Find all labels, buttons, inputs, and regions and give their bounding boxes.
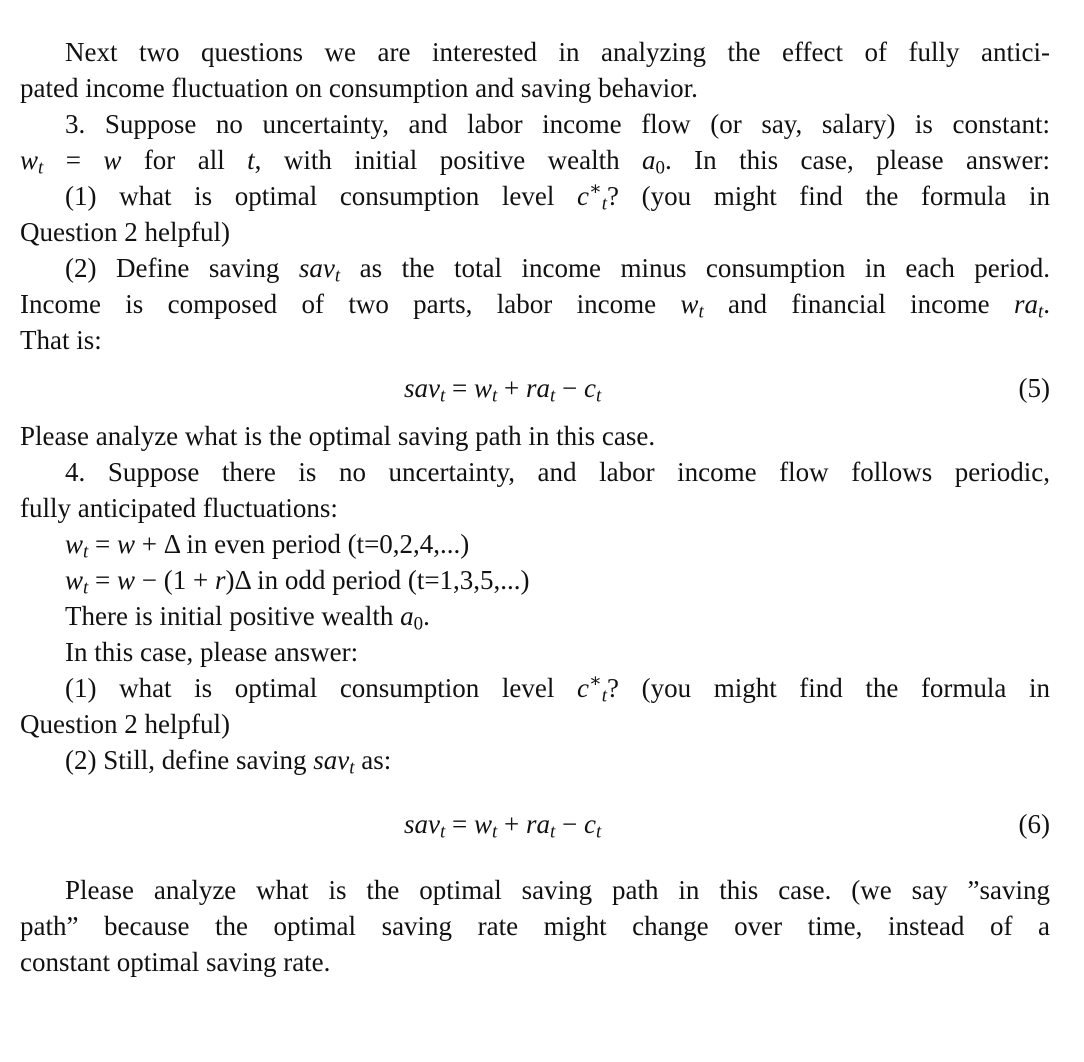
q3-part-1-cont: Question 2 helpful) xyxy=(20,217,230,247)
intro-line-2: pated income fluctuation on consumption and saving behavior. xyxy=(20,73,698,103)
q4-closing-3: constant optimal saving rate. xyxy=(20,947,331,977)
q3-line-2: $w_t = w$ for all t, with initial positive wealth $a_0$. In this case, please answer: xyxy=(20,145,1051,179)
q4-line-2: fully anticipated fluctuations: xyxy=(20,493,338,523)
q3-part-2-cont: Income is composed of two parts, labor income $w_t$ and financial income $ra_t$. xyxy=(20,289,1051,323)
q4-closing-2: path” because the optimal saving rate might change over time, instead of a xyxy=(20,911,1050,941)
q3-part-2: (2) Define saving sav$_t$ as the total income minus consumption in each period. xyxy=(65,253,1051,287)
q3-part-1: (1) what is optimal consumption level $c^∗_t$? (you might find the formula in xyxy=(65,178,1050,215)
equation-5-body: $sav_t = w_t + ra_t - c_t$ xyxy=(404,373,602,407)
q4-part-1: (1) what is optimal consumption level $c^∗_t$? (you might find the formula in xyxy=(65,670,1050,707)
equation-6-number: (6) xyxy=(1018,809,1050,839)
equation-5-number: (5) xyxy=(1018,373,1050,403)
q4-in-this-case: In this case, please answer: xyxy=(65,637,359,667)
document-body xyxy=(20,34,1050,980)
q3-after-equation: Please analyze what is the optimal saving path in this case. xyxy=(20,421,656,451)
q4-line-1: 4. Suppose there is no uncertainty, and labor income flow follows periodic, xyxy=(65,457,1050,487)
q4-even-period: $w_t = w + \Delta$ in even period (t=0,2,4,...) xyxy=(65,529,470,563)
q4-initial-wealth: There is initial positive wealth $a_0$. xyxy=(65,601,430,635)
q4-closing-1: Please analyze what is the optimal saving path in this case. (we say ”saving xyxy=(65,875,1050,905)
q4-part-2: (2) Still, define saving sav$_t$ as: xyxy=(65,745,392,779)
q3-that-is: That is: xyxy=(20,325,102,355)
equation-5 xyxy=(20,370,1050,406)
q3-line-1: 3. Suppose no uncertainty, and labor income flow (or say, salary) is constant: xyxy=(65,109,1050,139)
q4-part-1-cont: Question 2 helpful) xyxy=(20,709,230,739)
equation-6 xyxy=(20,806,1050,842)
intro-line-1: Next two questions we are interested in analyzing the effect of fully antici- xyxy=(65,37,1050,67)
q4-odd-period: $w_t = w - (1 + r)\Delta$ in odd period (t=1,3,5,...) xyxy=(65,565,530,599)
equation-6-body: $sav_t = w_t + ra_t - c_t$ xyxy=(404,809,602,843)
